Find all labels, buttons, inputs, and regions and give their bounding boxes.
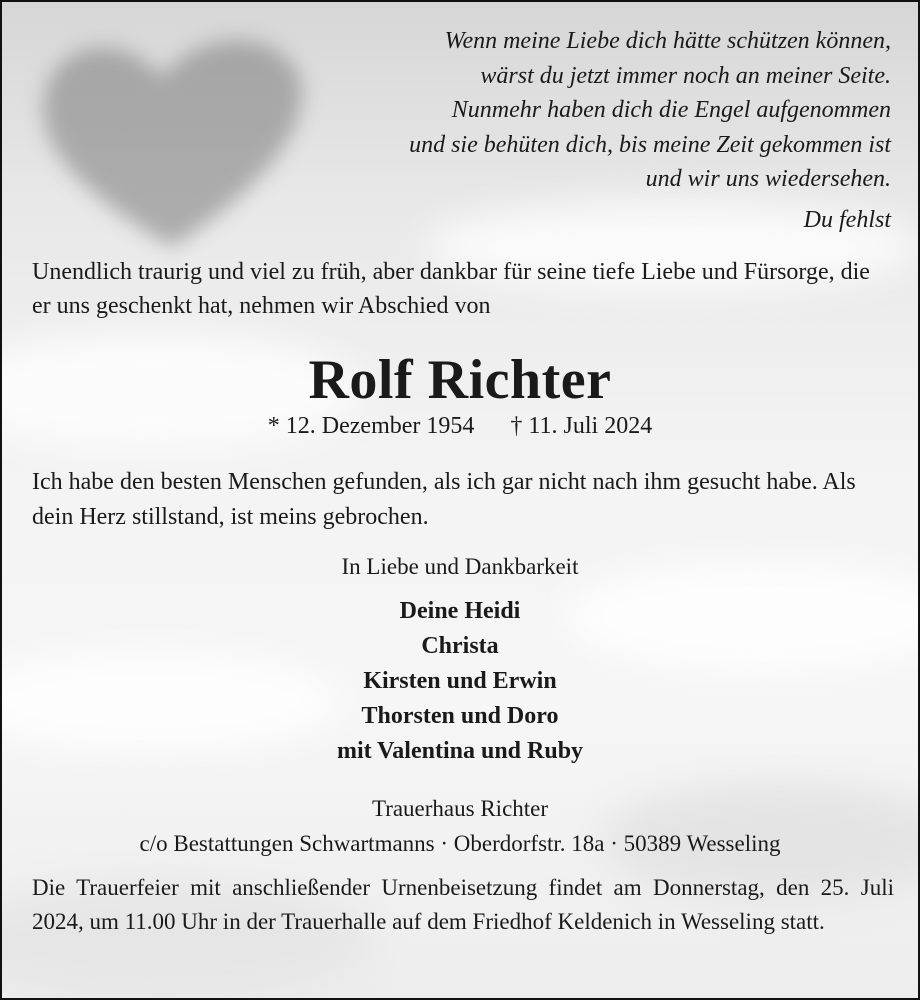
family-member: Christa: [421, 633, 499, 659]
life-dates: [2, 410, 918, 442]
family-list: [2, 594, 918, 769]
ceremony-info: Die Trauerfeier mit anschließender Urnenbeisetzung findet am Donnerstag, den 25. Juli 2024, um 11.00 Uhr in der Trauerhalle auf dem Friedhof Keldenich in Wesseling statt.: [32, 875, 894, 934]
family-member: Deine Heidi: [399, 598, 521, 624]
poem-line: und wir uns wiedersehen.: [645, 166, 891, 192]
poem: [409, 24, 891, 237]
poem-line: und sie behüten dich, bis meine Zeit gekommen ist: [409, 131, 891, 158]
notice-content: [2, 2, 918, 998]
poem-line: Wenn meine Liebe dich hätte schützen können,: [444, 28, 891, 54]
birth-date: * 12. Dezember 1954: [267, 413, 475, 439]
mourning-house-address: c/o Bestattungen Schwartmanns · Oberdorfstr. 18a · 50389 Wesseling: [139, 831, 781, 856]
mourning-house: Trauerhaus Richter: [371, 796, 549, 821]
family-member: Thorsten und Doro: [361, 703, 559, 729]
closing-line: In Liebe und Dankbarkeit: [341, 554, 579, 579]
family-member: mit Valentina und Ruby: [336, 738, 584, 764]
poem-line: Nunmehr haben dich die Engel aufgenommen: [451, 97, 891, 123]
memorial-quote: Ich habe den besten Menschen gefunden, als ich gar nicht nach ihm gesucht habe. Als dein Herz stillstand, ist meins gebrochen.: [32, 469, 856, 530]
intro-text: Unendlich traurig und viel zu früh, aber dankbar für seine tiefe Liebe und Fürsorge, die er uns geschenkt hat, nehmen wir Abschied von: [32, 259, 870, 319]
deceased-name: Rolf Richter: [308, 349, 612, 411]
poem-line: wärst du jetzt immer noch an meiner Seite.: [480, 62, 891, 89]
poem-signature: Du fehlst: [803, 206, 891, 233]
family-member: Kirsten und Erwin: [363, 668, 557, 694]
death-date: † 11. Juli 2024: [510, 413, 653, 439]
